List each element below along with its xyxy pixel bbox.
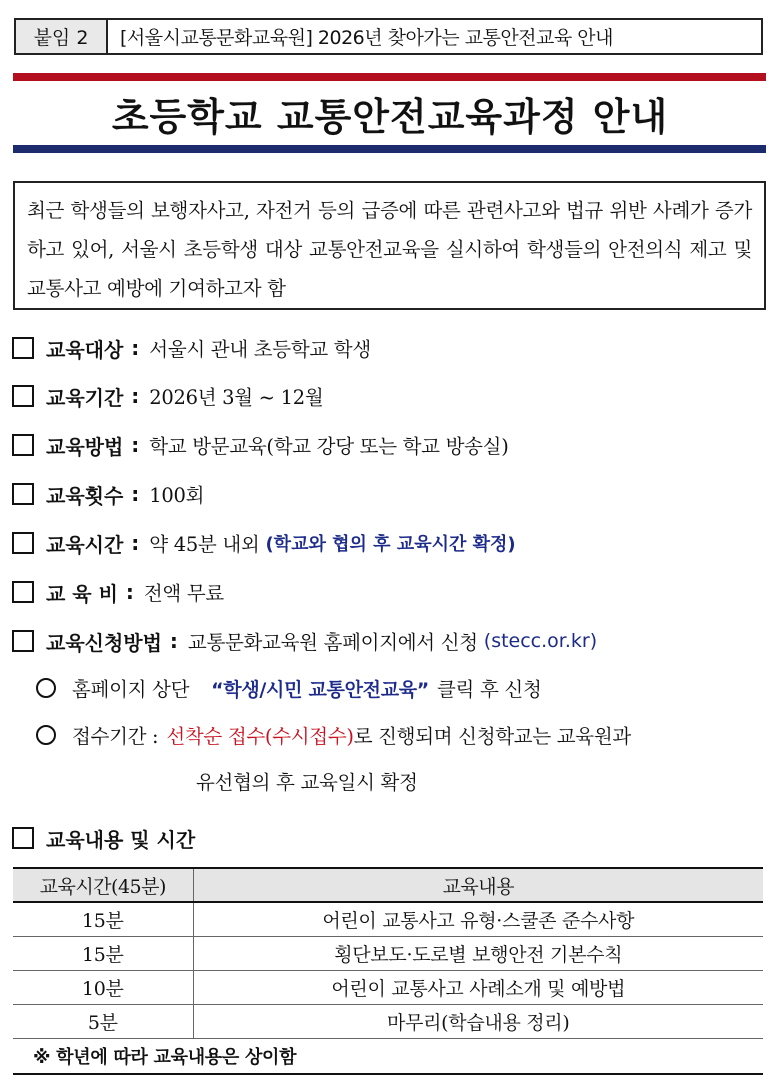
table-row	[13, 1004, 763, 1038]
item-value: 서울시 관내 초등학교 학생	[149, 338, 371, 361]
checkbox-icon	[12, 581, 34, 603]
item-value: 전액 무료	[143, 582, 224, 605]
sub-item-homepage	[36, 672, 541, 704]
row-time: 15분	[13, 936, 193, 970]
checkbox-icon	[12, 483, 34, 505]
item-label: 교육방법	[46, 434, 124, 459]
table-row	[13, 936, 763, 970]
checkbox-icon	[12, 434, 34, 456]
row-content: 어린이 교통사고 사례소개 및 예방법	[193, 970, 763, 1004]
row-time: 15분	[13, 902, 193, 936]
item-label: 교육기간	[46, 385, 124, 410]
title-bottom-bar	[13, 145, 766, 153]
circle-bullet-icon	[36, 678, 56, 698]
sub-suffix: 클릭 후 신청	[437, 678, 542, 701]
row-content: 어린이 교통사고 유형·스쿨존 준수사항	[193, 902, 763, 936]
intro-box: 최근 학생들의 보행자사고, 자전거 등의 급증에 따른 관련사고와 법규 위반 사례가 증가하고 있어, 서울시 초등학생 대상 교통안전교육을 실시하여 학생들의 안전의식 제고 및 교통사고 예방에 기여하고자 함	[13, 181, 766, 310]
row-content: 마무리(학습내용 정리)	[193, 1004, 763, 1038]
table-row	[13, 902, 763, 936]
item-target	[12, 332, 371, 364]
checkbox-icon	[12, 532, 34, 554]
item-count	[12, 478, 204, 510]
row-content: 횡단보도·도로별 보행안전 기본수칙	[193, 936, 763, 970]
page-title: 초등학교 교통안전교육과정 안내	[111, 94, 669, 139]
item-cost	[12, 576, 224, 608]
table-row	[13, 970, 763, 1004]
checkbox-icon	[12, 630, 34, 652]
header-time: 교육시간(45분)	[13, 868, 193, 902]
table-note-row	[13, 1038, 763, 1074]
sub-suffix: 로 진행되며 신청학교는 교육원과	[353, 725, 631, 748]
item-value: 약 45분 내외	[149, 533, 260, 556]
sub-item-period-cont: 유선협의 후 교육일시 확정	[196, 771, 418, 794]
website-link[interactable]: (stecc.or.kr)	[483, 630, 598, 652]
item-label: 교 육 비	[46, 581, 118, 606]
checkbox-icon	[12, 827, 34, 849]
table-note: ※ 학년에 따라 교육내용은 상이함	[13, 1038, 763, 1074]
item-duration	[12, 527, 516, 559]
colon: :	[131, 336, 140, 360]
item-label: 교육시간	[46, 532, 124, 557]
sub-label: 접수기간 :	[72, 725, 159, 748]
attachment-title: [서울시교통문화교육원] 2026년 찾아가는 교통안전교육 안내	[120, 27, 613, 49]
section-content-time	[12, 822, 195, 854]
item-label: 교육횟수	[46, 483, 124, 508]
item-value: 학교 방문교육(학교 강당 또는 학교 방송실)	[149, 435, 509, 458]
circle-bullet-icon	[36, 725, 56, 745]
colon: :	[125, 580, 134, 604]
header-content: 교육내용	[193, 868, 763, 902]
schedule-table	[13, 867, 763, 1075]
checkbox-icon	[12, 385, 34, 407]
first-come-highlight: 선착순 접수(수시접수)	[166, 725, 354, 748]
row-time: 5분	[13, 1004, 193, 1038]
sub-prefix: 홈페이지 상단	[72, 678, 190, 701]
attachment-header	[14, 18, 763, 55]
colon: :	[131, 531, 140, 555]
item-value: 2026년 3월 ~ 12월	[149, 386, 324, 409]
colon: :	[131, 482, 140, 506]
row-time: 10분	[13, 970, 193, 1004]
item-method	[12, 429, 509, 461]
sub-item-period	[36, 719, 631, 751]
item-period	[12, 380, 323, 412]
checkbox-icon	[12, 337, 34, 359]
title-top-bar	[13, 73, 766, 81]
colon: :	[131, 384, 140, 408]
item-label: 교육신청방법	[46, 630, 162, 655]
duration-note: (학교와 협의 후 교육시간 확정)	[265, 534, 516, 555]
item-value: 교통문화교육원 홈페이지에서 신청	[187, 631, 478, 654]
homepage-menu-highlight: “학생/시민 교통안전교육”	[211, 678, 429, 701]
colon: :	[169, 629, 178, 653]
item-value: 100회	[149, 484, 205, 507]
table-header-row	[13, 868, 763, 902]
section-title: 교육내용 및 시간	[46, 827, 196, 852]
attachment-tag: 붙임 2	[16, 20, 108, 53]
colon: :	[131, 433, 140, 457]
item-application	[12, 625, 597, 657]
item-label: 교육대상	[46, 337, 124, 362]
